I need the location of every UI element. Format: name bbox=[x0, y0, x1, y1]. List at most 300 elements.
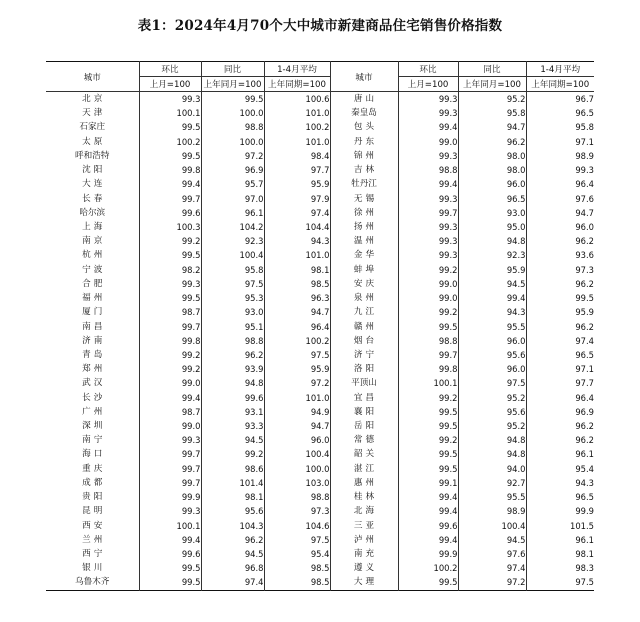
table-row bbox=[46, 220, 594, 234]
table-row bbox=[46, 405, 594, 419]
index-avg-left: 97.5 bbox=[264, 348, 330, 362]
index-mom-left: 99.3 bbox=[139, 504, 201, 518]
index-mom-right: 99.1 bbox=[398, 476, 458, 490]
col-header-avg-left: 1-4月平均 bbox=[264, 62, 330, 77]
table-row bbox=[46, 320, 594, 334]
index-mom-left: 99.5 bbox=[139, 575, 201, 590]
city-name-right: 惠州 bbox=[330, 476, 398, 490]
index-mom-left: 98.7 bbox=[139, 405, 201, 419]
index-yoy-left: 95.8 bbox=[201, 263, 264, 277]
index-yoy-right: 92.7 bbox=[458, 476, 526, 490]
index-avg-right: 99.9 bbox=[526, 504, 594, 518]
city-name-right: 温州 bbox=[330, 234, 398, 248]
index-mom-right: 99.4 bbox=[398, 490, 458, 504]
index-mom-left: 99.7 bbox=[139, 320, 201, 334]
index-avg-right: 96.1 bbox=[526, 447, 594, 461]
index-avg-right: 96.7 bbox=[526, 92, 594, 107]
index-yoy-left: 93.0 bbox=[201, 305, 264, 319]
index-yoy-left: 94.8 bbox=[201, 376, 264, 390]
city-name-right: 徐州 bbox=[330, 206, 398, 220]
city-name-left: 长沙 bbox=[82, 392, 106, 403]
index-mom-right: 99.4 bbox=[398, 504, 458, 518]
index-mom-right: 99.5 bbox=[398, 462, 458, 476]
index-avg-right: 97.6 bbox=[526, 192, 594, 206]
index-yoy-left: 104.2 bbox=[201, 220, 264, 234]
city-name-left: 重庆 bbox=[82, 463, 106, 474]
city-name-right: 遵义 bbox=[330, 561, 398, 575]
index-yoy-right: 95.9 bbox=[458, 263, 526, 277]
index-avg-left: 94.7 bbox=[264, 419, 330, 433]
city-name-right: 常德 bbox=[330, 433, 398, 447]
index-avg-left: 101.0 bbox=[264, 391, 330, 405]
city-name-left: 沈阳 bbox=[82, 165, 106, 176]
index-avg-left: 101.0 bbox=[264, 106, 330, 120]
index-avg-right: 96.2 bbox=[526, 277, 594, 291]
price-index-table bbox=[46, 61, 594, 591]
index-mom-right: 99.5 bbox=[398, 419, 458, 433]
index-avg-left: 103.0 bbox=[264, 476, 330, 490]
city-name-right: 湛江 bbox=[330, 462, 398, 476]
index-mom-left: 99.7 bbox=[139, 192, 201, 206]
index-mom-right: 99.5 bbox=[398, 575, 458, 590]
table-row bbox=[46, 391, 594, 405]
index-yoy-right: 98.0 bbox=[458, 163, 526, 177]
index-yoy-right: 100.4 bbox=[458, 519, 526, 533]
index-yoy-right: 94.5 bbox=[458, 533, 526, 547]
index-yoy-right: 95.6 bbox=[458, 405, 526, 419]
index-mom-right: 99.8 bbox=[398, 362, 458, 376]
index-avg-left: 100.4 bbox=[264, 447, 330, 461]
index-mom-right: 99.3 bbox=[398, 149, 458, 163]
city-name-left: 呼和浩特 bbox=[75, 150, 110, 161]
index-avg-right: 96.5 bbox=[526, 106, 594, 120]
index-yoy-right: 97.6 bbox=[458, 547, 526, 561]
index-mom-left: 99.6 bbox=[139, 206, 201, 220]
index-avg-right: 93.6 bbox=[526, 248, 594, 262]
index-mom-right: 99.3 bbox=[398, 106, 458, 120]
index-avg-left: 94.7 bbox=[264, 305, 330, 319]
city-name-right: 九江 bbox=[330, 305, 398, 319]
table-row bbox=[46, 234, 594, 248]
index-avg-left: 101.0 bbox=[264, 248, 330, 262]
table-row bbox=[46, 291, 594, 305]
index-avg-right: 96.0 bbox=[526, 220, 594, 234]
city-name-left: 大连 bbox=[82, 179, 106, 190]
index-yoy-left: 92.3 bbox=[201, 234, 264, 248]
index-mom-right: 99.0 bbox=[398, 135, 458, 149]
table-row bbox=[46, 547, 594, 561]
city-name-left: 海口 bbox=[82, 449, 106, 460]
col-subheader-yoy-left: 上年同月=100 bbox=[201, 77, 264, 92]
index-mom-right: 98.8 bbox=[398, 334, 458, 348]
city-name-right: 北海 bbox=[330, 504, 398, 518]
index-mom-left: 100.1 bbox=[139, 519, 201, 533]
index-mom-right: 99.2 bbox=[398, 263, 458, 277]
index-mom-right: 100.2 bbox=[398, 561, 458, 575]
col-header-city-right: 城市 bbox=[330, 62, 398, 92]
index-mom-left: 99.3 bbox=[139, 92, 201, 107]
index-yoy-right: 99.4 bbox=[458, 291, 526, 305]
index-yoy-left: 100.0 bbox=[201, 106, 264, 120]
city-name-left: 昆明 bbox=[82, 506, 106, 517]
city-name-left: 石家庄 bbox=[79, 122, 106, 133]
index-avg-left: 94.3 bbox=[264, 234, 330, 248]
table-row bbox=[46, 575, 594, 590]
table-row bbox=[46, 519, 594, 533]
index-avg-right: 98.3 bbox=[526, 561, 594, 575]
index-mom-left: 99.7 bbox=[139, 462, 201, 476]
col-subheader-mom-right: 上月=100 bbox=[398, 77, 458, 92]
city-name-right: 济宁 bbox=[330, 348, 398, 362]
index-avg-left: 104.4 bbox=[264, 220, 330, 234]
col-header-yoy-right: 同比 bbox=[458, 62, 526, 77]
city-name-right: 三亚 bbox=[330, 519, 398, 533]
index-avg-left: 98.1 bbox=[264, 263, 330, 277]
index-yoy-left: 96.2 bbox=[201, 348, 264, 362]
index-yoy-left: 99.2 bbox=[201, 447, 264, 461]
index-mom-right: 99.4 bbox=[398, 120, 458, 134]
index-avg-right: 94.3 bbox=[526, 476, 594, 490]
index-yoy-left: 97.5 bbox=[201, 277, 264, 291]
index-avg-right: 99.5 bbox=[526, 291, 594, 305]
index-yoy-right: 92.3 bbox=[458, 248, 526, 262]
city-name-left: 银川 bbox=[82, 563, 106, 574]
index-yoy-left: 96.8 bbox=[201, 561, 264, 575]
city-name-left: 广州 bbox=[82, 406, 106, 417]
index-mom-left: 100.2 bbox=[139, 135, 201, 149]
city-name-left: 青岛 bbox=[82, 349, 106, 360]
index-yoy-left: 97.4 bbox=[201, 575, 264, 590]
index-yoy-left: 95.6 bbox=[201, 504, 264, 518]
index-mom-left: 98.2 bbox=[139, 263, 201, 277]
index-avg-right: 94.7 bbox=[526, 206, 594, 220]
index-avg-left: 100.6 bbox=[264, 92, 330, 107]
city-name-left: 杭州 bbox=[82, 250, 106, 261]
index-avg-left: 100.0 bbox=[264, 462, 330, 476]
city-name-right: 安庆 bbox=[330, 277, 398, 291]
table-row bbox=[46, 149, 594, 163]
city-name-right: 南充 bbox=[330, 547, 398, 561]
city-name-right: 吉林 bbox=[330, 163, 398, 177]
table-body bbox=[46, 92, 594, 591]
index-mom-left: 99.3 bbox=[139, 277, 201, 291]
index-avg-right: 95.9 bbox=[526, 305, 594, 319]
index-mom-left: 99.4 bbox=[139, 533, 201, 547]
city-name-right: 赣州 bbox=[330, 320, 398, 334]
index-avg-left: 96.3 bbox=[264, 291, 330, 305]
index-mom-left: 99.5 bbox=[139, 291, 201, 305]
index-yoy-right: 94.7 bbox=[458, 120, 526, 134]
city-name-left: 福州 bbox=[82, 293, 106, 304]
index-mom-right: 98.8 bbox=[398, 163, 458, 177]
city-name-right: 桂林 bbox=[330, 490, 398, 504]
index-yoy-left: 93.9 bbox=[201, 362, 264, 376]
index-mom-left: 99.2 bbox=[139, 348, 201, 362]
table-row bbox=[46, 561, 594, 575]
index-avg-right: 97.1 bbox=[526, 362, 594, 376]
index-avg-left: 98.5 bbox=[264, 561, 330, 575]
index-yoy-left: 93.3 bbox=[201, 419, 264, 433]
index-mom-left: 99.2 bbox=[139, 362, 201, 376]
table-row bbox=[46, 433, 594, 447]
index-mom-left: 99.5 bbox=[139, 561, 201, 575]
table-row bbox=[46, 163, 594, 177]
index-avg-right: 96.2 bbox=[526, 419, 594, 433]
index-yoy-left: 100.0 bbox=[201, 135, 264, 149]
index-mom-right: 99.0 bbox=[398, 277, 458, 291]
index-avg-left: 100.2 bbox=[264, 334, 330, 348]
table-row bbox=[46, 277, 594, 291]
table-row bbox=[46, 177, 594, 191]
index-mom-right: 99.3 bbox=[398, 92, 458, 107]
index-yoy-left: 94.5 bbox=[201, 433, 264, 447]
col-header-mom-left: 环比 bbox=[139, 62, 201, 77]
index-yoy-right: 96.2 bbox=[458, 135, 526, 149]
city-name-left: 上海 bbox=[82, 221, 106, 232]
index-mom-left: 99.2 bbox=[139, 234, 201, 248]
city-name-right: 金华 bbox=[330, 248, 398, 262]
index-avg-left: 104.6 bbox=[264, 519, 330, 533]
index-yoy-left: 96.2 bbox=[201, 533, 264, 547]
index-yoy-right: 95.2 bbox=[458, 419, 526, 433]
table-row bbox=[46, 263, 594, 277]
index-avg-left: 95.9 bbox=[264, 362, 330, 376]
index-mom-right: 99.7 bbox=[398, 206, 458, 220]
index-avg-left: 101.0 bbox=[264, 135, 330, 149]
index-yoy-left: 97.0 bbox=[201, 192, 264, 206]
index-yoy-left: 101.4 bbox=[201, 476, 264, 490]
index-yoy-left: 94.5 bbox=[201, 547, 264, 561]
index-avg-right: 96.4 bbox=[526, 391, 594, 405]
index-yoy-left: 97.2 bbox=[201, 149, 264, 163]
index-mom-left: 99.0 bbox=[139, 419, 201, 433]
city-name-right: 锦州 bbox=[330, 149, 398, 163]
index-mom-right: 99.7 bbox=[398, 348, 458, 362]
table-row bbox=[46, 419, 594, 433]
city-name-left: 合肥 bbox=[82, 278, 106, 289]
table-row bbox=[46, 135, 594, 149]
index-yoy-right: 94.0 bbox=[458, 462, 526, 476]
index-mom-right: 99.2 bbox=[398, 433, 458, 447]
table-row bbox=[46, 106, 594, 120]
index-yoy-left: 98.8 bbox=[201, 334, 264, 348]
index-avg-right: 96.2 bbox=[526, 320, 594, 334]
index-avg-right: 101.5 bbox=[526, 519, 594, 533]
index-yoy-right: 95.6 bbox=[458, 348, 526, 362]
col-header-yoy-left: 同比 bbox=[201, 62, 264, 77]
index-yoy-right: 95.0 bbox=[458, 220, 526, 234]
index-yoy-right: 96.0 bbox=[458, 177, 526, 191]
city-name-left: 兰州 bbox=[82, 534, 106, 545]
city-name-left: 成都 bbox=[82, 477, 106, 488]
index-avg-right: 96.1 bbox=[526, 533, 594, 547]
index-mom-left: 99.5 bbox=[139, 149, 201, 163]
city-name-right: 洛阳 bbox=[330, 362, 398, 376]
index-mom-left: 99.5 bbox=[139, 120, 201, 134]
index-avg-right: 96.9 bbox=[526, 405, 594, 419]
table-row bbox=[46, 362, 594, 376]
city-name-right: 烟台 bbox=[330, 334, 398, 348]
col-subheader-avg-left: 上年同期=100 bbox=[264, 77, 330, 92]
index-yoy-right: 95.2 bbox=[458, 391, 526, 405]
city-name-left: 深圳 bbox=[82, 421, 106, 432]
index-mom-right: 99.2 bbox=[398, 305, 458, 319]
city-name-left: 西安 bbox=[82, 520, 106, 531]
col-subheader-yoy-right: 上年同月=100 bbox=[458, 77, 526, 92]
index-mom-left: 99.4 bbox=[139, 391, 201, 405]
index-yoy-left: 99.6 bbox=[201, 391, 264, 405]
index-yoy-right: 94.3 bbox=[458, 305, 526, 319]
index-yoy-right: 95.2 bbox=[458, 92, 526, 107]
index-mom-right: 99.0 bbox=[398, 291, 458, 305]
city-name-left: 贵阳 bbox=[82, 492, 106, 503]
index-yoy-right: 96.0 bbox=[458, 362, 526, 376]
index-yoy-left: 104.3 bbox=[201, 519, 264, 533]
city-name-left: 天津 bbox=[82, 108, 106, 119]
index-avg-right: 96.4 bbox=[526, 177, 594, 191]
index-avg-right: 97.1 bbox=[526, 135, 594, 149]
index-mom-right: 99.5 bbox=[398, 320, 458, 334]
city-name-left: 南宁 bbox=[82, 435, 106, 446]
index-mom-left: 99.6 bbox=[139, 547, 201, 561]
city-name-right: 泉州 bbox=[330, 291, 398, 305]
index-avg-right: 97.3 bbox=[526, 263, 594, 277]
index-avg-left: 95.9 bbox=[264, 177, 330, 191]
index-avg-right: 96.5 bbox=[526, 490, 594, 504]
index-yoy-left: 98.8 bbox=[201, 120, 264, 134]
city-name-left: 厦门 bbox=[82, 307, 106, 318]
index-mom-right: 99.9 bbox=[398, 547, 458, 561]
index-avg-left: 94.9 bbox=[264, 405, 330, 419]
city-name-left: 宁波 bbox=[82, 264, 106, 275]
index-avg-right: 95.8 bbox=[526, 120, 594, 134]
table-row bbox=[46, 490, 594, 504]
index-avg-right: 97.5 bbox=[526, 575, 594, 590]
table-row bbox=[46, 376, 594, 390]
index-yoy-left: 95.7 bbox=[201, 177, 264, 191]
table-row bbox=[46, 447, 594, 461]
city-name-left: 乌鲁木齐 bbox=[75, 577, 110, 588]
index-mom-left: 99.3 bbox=[139, 433, 201, 447]
city-name-left: 北京 bbox=[82, 94, 106, 104]
city-name-left: 郑州 bbox=[82, 364, 106, 375]
index-mom-right: 99.5 bbox=[398, 405, 458, 419]
col-subheader-mom-left: 上月=100 bbox=[139, 77, 201, 92]
index-avg-left: 97.9 bbox=[264, 192, 330, 206]
index-avg-left: 98.8 bbox=[264, 490, 330, 504]
index-avg-left: 97.2 bbox=[264, 376, 330, 390]
table-row bbox=[46, 476, 594, 490]
city-name-right: 扬州 bbox=[330, 220, 398, 234]
index-avg-left: 98.4 bbox=[264, 149, 330, 163]
index-mom-left: 100.3 bbox=[139, 220, 201, 234]
index-avg-right: 99.3 bbox=[526, 163, 594, 177]
index-avg-right: 97.7 bbox=[526, 376, 594, 390]
table-row bbox=[46, 334, 594, 348]
col-header-avg-right: 1-4月平均 bbox=[526, 62, 594, 77]
index-avg-left: 97.5 bbox=[264, 533, 330, 547]
city-name-right: 无锡 bbox=[330, 192, 398, 206]
index-mom-left: 100.1 bbox=[139, 106, 201, 120]
city-name-right: 岳阳 bbox=[330, 419, 398, 433]
index-yoy-right: 94.8 bbox=[458, 234, 526, 248]
index-mom-right: 100.1 bbox=[398, 376, 458, 390]
city-name-left: 哈尔滨 bbox=[79, 207, 106, 218]
index-mom-left: 99.8 bbox=[139, 163, 201, 177]
index-avg-left: 96.0 bbox=[264, 433, 330, 447]
index-yoy-right: 95.5 bbox=[458, 320, 526, 334]
table-row bbox=[46, 92, 594, 107]
index-avg-left: 100.2 bbox=[264, 120, 330, 134]
table-row bbox=[46, 206, 594, 220]
city-name-left: 南昌 bbox=[82, 321, 106, 332]
index-avg-left: 96.4 bbox=[264, 320, 330, 334]
index-yoy-left: 96.9 bbox=[201, 163, 264, 177]
col-subheader-avg-right: 上年同期=100 bbox=[526, 77, 594, 92]
index-mom-right: 99.3 bbox=[398, 220, 458, 234]
index-mom-right: 99.6 bbox=[398, 519, 458, 533]
table-row bbox=[46, 248, 594, 262]
index-yoy-left: 100.4 bbox=[201, 248, 264, 262]
city-name-right: 平顶山 bbox=[330, 376, 398, 390]
index-avg-right: 98.9 bbox=[526, 149, 594, 163]
table-row bbox=[46, 192, 594, 206]
city-name-left: 太原 bbox=[82, 136, 106, 147]
index-yoy-left: 95.1 bbox=[201, 320, 264, 334]
index-avg-left: 98.5 bbox=[264, 277, 330, 291]
col-header-mom-right: 环比 bbox=[398, 62, 458, 77]
city-name-right: 丹东 bbox=[330, 135, 398, 149]
index-avg-right: 96.2 bbox=[526, 234, 594, 248]
index-yoy-right: 96.5 bbox=[458, 192, 526, 206]
table-row bbox=[46, 120, 594, 134]
table-title: 表1：2024年4月70个大中城市新建商品住宅销售价格指数 bbox=[137, 18, 503, 34]
index-mom-left: 99.9 bbox=[139, 490, 201, 504]
index-mom-left: 98.7 bbox=[139, 305, 201, 319]
index-mom-right: 99.3 bbox=[398, 248, 458, 262]
index-mom-right: 99.2 bbox=[398, 391, 458, 405]
table-row bbox=[46, 504, 594, 518]
index-avg-right: 96.2 bbox=[526, 433, 594, 447]
index-avg-left: 97.3 bbox=[264, 504, 330, 518]
table-row bbox=[46, 533, 594, 547]
index-yoy-right: 95.5 bbox=[458, 490, 526, 504]
index-yoy-left: 93.1 bbox=[201, 405, 264, 419]
index-avg-right: 95.4 bbox=[526, 462, 594, 476]
index-yoy-left: 96.1 bbox=[201, 206, 264, 220]
index-yoy-left: 99.5 bbox=[201, 92, 264, 107]
city-name-right: 大理 bbox=[330, 575, 398, 590]
index-yoy-left: 98.6 bbox=[201, 462, 264, 476]
index-yoy-right: 94.8 bbox=[458, 433, 526, 447]
index-mom-right: 99.3 bbox=[398, 234, 458, 248]
index-yoy-right: 97.5 bbox=[458, 376, 526, 390]
index-yoy-left: 98.1 bbox=[201, 490, 264, 504]
index-avg-left: 98.5 bbox=[264, 575, 330, 590]
index-yoy-right: 95.8 bbox=[458, 106, 526, 120]
city-name-right: 蚌埠 bbox=[330, 263, 398, 277]
city-name-left: 西宁 bbox=[82, 549, 106, 559]
index-mom-right: 99.4 bbox=[398, 177, 458, 191]
index-yoy-right: 98.9 bbox=[458, 504, 526, 518]
index-mom-right: 99.3 bbox=[398, 192, 458, 206]
index-avg-left: 97.4 bbox=[264, 206, 330, 220]
index-yoy-right: 93.0 bbox=[458, 206, 526, 220]
index-avg-left: 95.4 bbox=[264, 547, 330, 561]
city-name-right: 泸州 bbox=[330, 533, 398, 547]
table-row bbox=[46, 305, 594, 319]
index-yoy-left: 95.3 bbox=[201, 291, 264, 305]
